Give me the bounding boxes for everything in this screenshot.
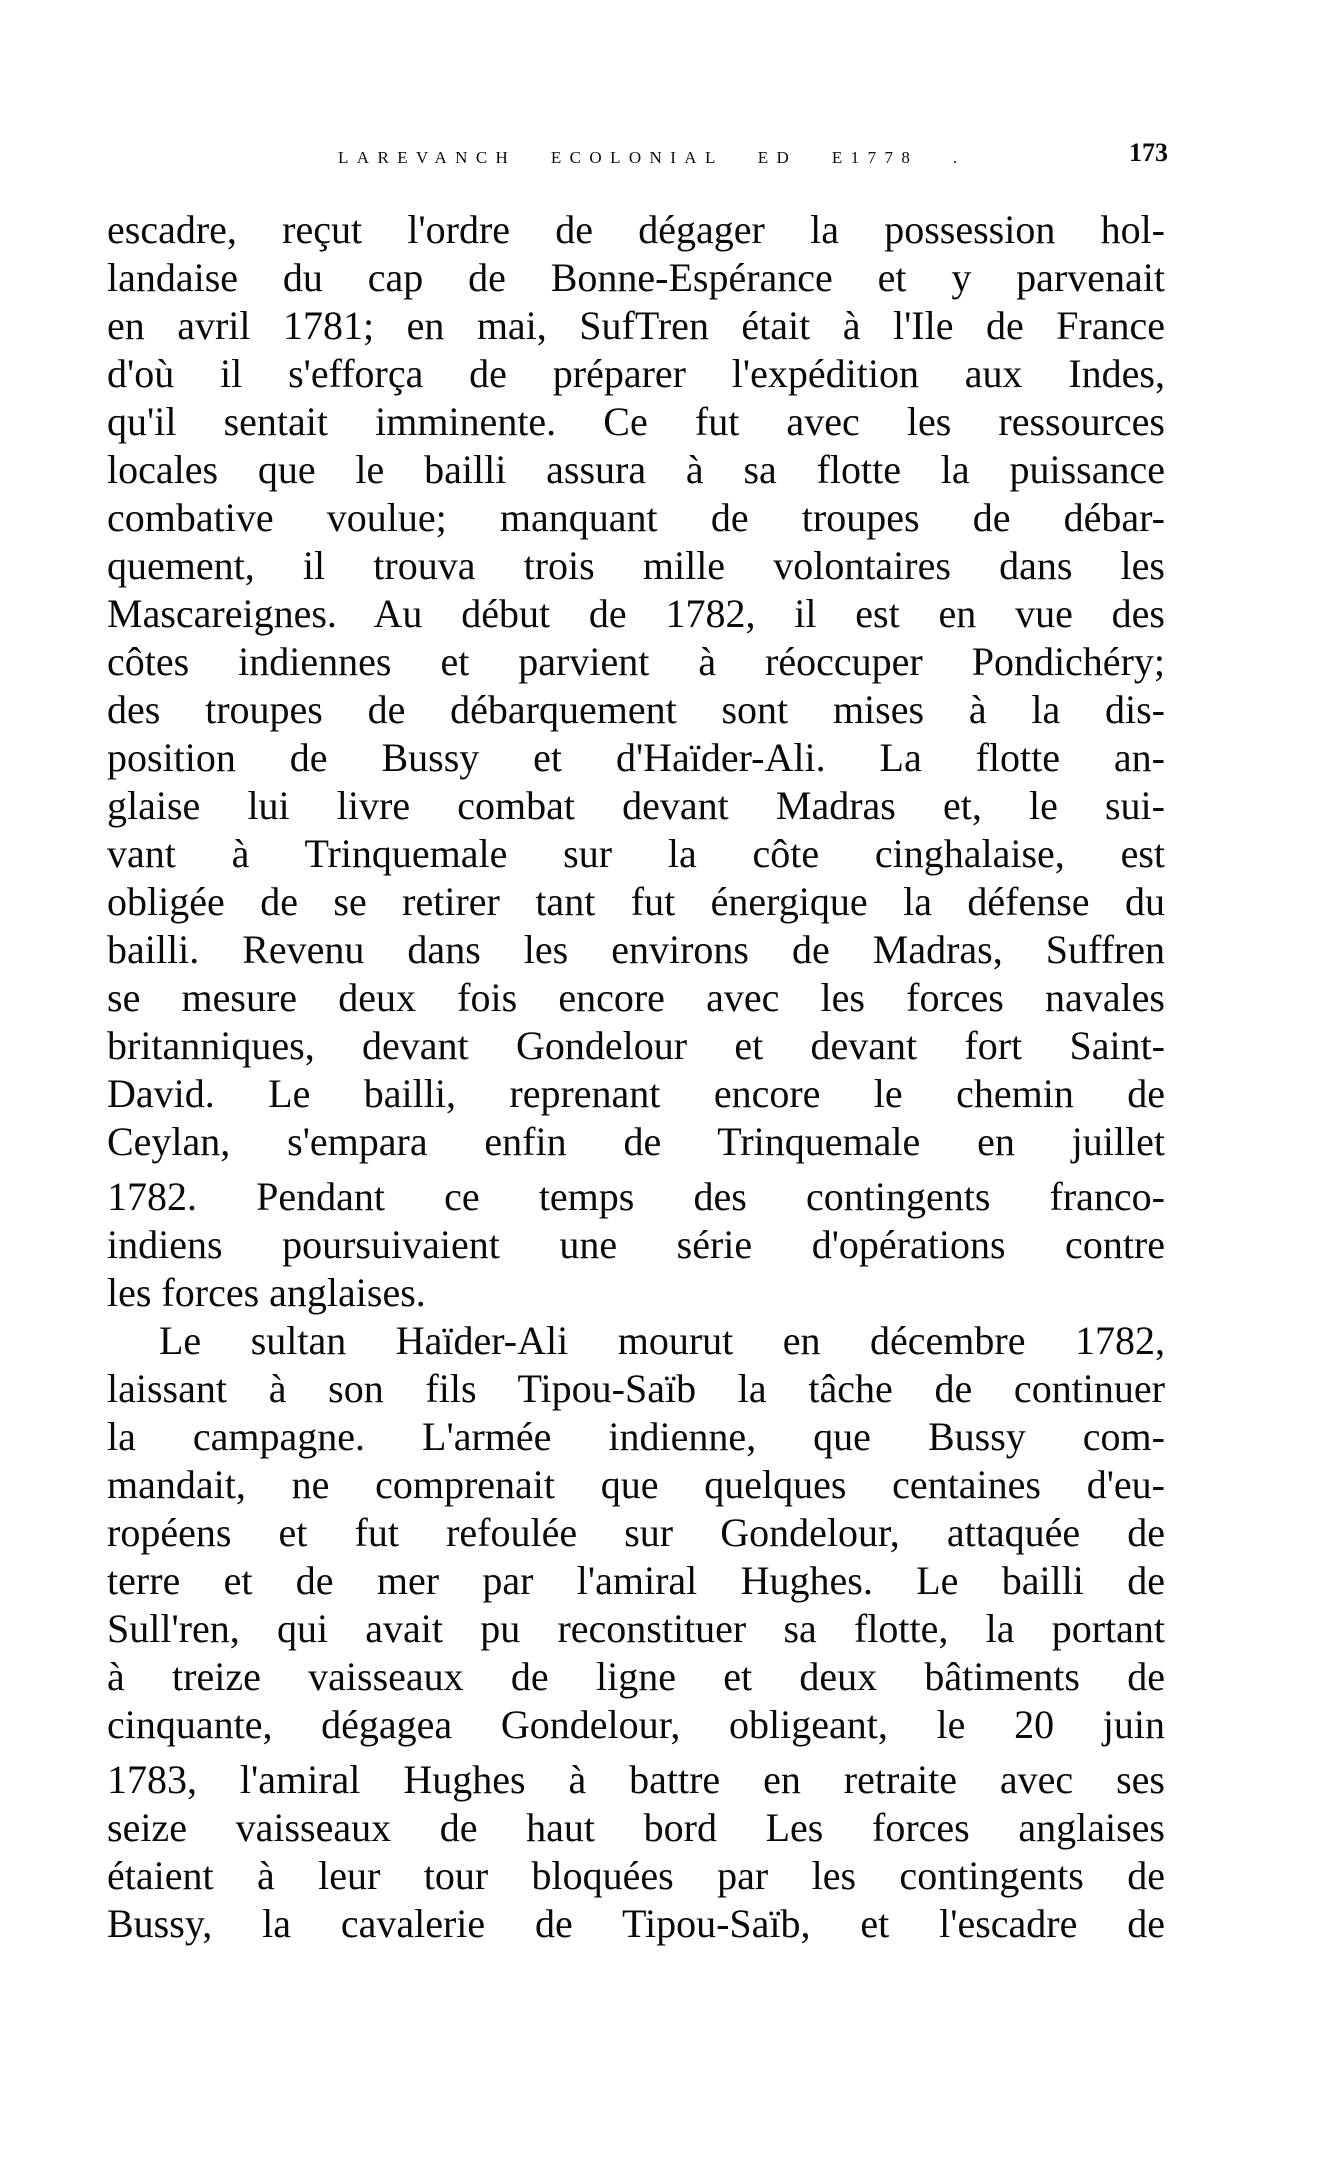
text-line: étaient à leur tour bloquées par les contingents de	[107, 1853, 1165, 1898]
page-number: 173	[1129, 138, 1168, 167]
body-text	[107, 206, 1165, 1948]
text-line: d'où il s'efforça de préparer l'expédition aux Indes,	[107, 351, 1165, 396]
text-line: obligée de se retirer tant fut énergique la défense du	[107, 879, 1165, 924]
text-line: en avril 1781; en mai, SufTren était à l'Ile de France	[107, 303, 1165, 348]
text-line: seize vaisseaux de haut bord Les forces anglaises	[107, 1805, 1165, 1850]
text-line: britanniques, devant Gondelour et devant fort Saint-	[107, 1023, 1165, 1068]
text-line: 1783, l'amiral Hughes à battre en retraite avec ses	[107, 1757, 1165, 1802]
text-line: landaise du cap de Bonne-Espérance et y parvenait	[107, 255, 1165, 300]
text-line: locales que le bailli assura à sa flotte la puissance	[107, 447, 1165, 492]
text-line: position de Bussy et d'Haïder-Ali. La flotte an-	[107, 735, 1165, 780]
text-line: côtes indiennes et parvient à réoccuper Pondichéry;	[107, 639, 1165, 684]
text-line: la campagne. L'armée indienne, que Bussy com-	[107, 1414, 1165, 1459]
text-line: terre et de mer par l'amiral Hughes. Le bailli de	[107, 1558, 1165, 1603]
text-line: glaise lui livre combat devant Madras et, le sui-	[107, 783, 1165, 828]
text-line: des troupes de débarquement sont mises à la dis-	[107, 687, 1165, 732]
text-line: Bussy, la cavalerie de Tipou-Saïb, et l'escadre de	[107, 1901, 1165, 1946]
running-header	[338, 138, 1168, 178]
text-line: quement, il trouva trois mille volontaires dans les	[107, 543, 1165, 588]
running-head-title: LAREVANCH ECOLONIAL ED E1778 .	[338, 148, 966, 167]
text-line: laissant à son fils Tipou-Saïb la tâche de continuer	[107, 1366, 1165, 1411]
text-line: Sull'ren, qui avait pu reconstituer sa flotte, la portant	[107, 1606, 1165, 1651]
paragraph-start-line: Le sultan Haïder-Ali mourut en décembre 1782,	[159, 1318, 1165, 1363]
text-line: qu'il sentait imminente. Ce fut avec les ressources	[107, 399, 1165, 444]
text-line: indiens poursuivaient une série d'opérations contre	[107, 1222, 1165, 1267]
text-line: bailli. Revenu dans les environs de Madras, Suffren	[107, 927, 1165, 972]
text-line: escadre, reçut l'ordre de dégager la possession hol-	[107, 207, 1165, 252]
text-line: mandait, ne comprenait que quelques centaines d'eu-	[107, 1462, 1165, 1507]
text-line: 1782. Pendant ce temps des contingents franco-	[107, 1174, 1165, 1219]
text-line: ropéens et fut refoulée sur Gondelour, attaquée de	[107, 1510, 1165, 1555]
text-line: combative voulue; manquant de troupes de débar-	[107, 495, 1165, 540]
paragraph-end-line: les forces anglaises.	[107, 1270, 426, 1315]
text-line: cinquante, dégagea Gondelour, obligeant, le 20 juin	[107, 1702, 1165, 1747]
text-line: se mesure deux fois encore avec les forces navales	[107, 975, 1165, 1020]
text-line: Mascareignes. Au début de 1782, il est en vue des	[107, 591, 1165, 636]
text-line: vant à Trinquemale sur la côte cinghalaise, est	[107, 831, 1165, 876]
text-line: Ceylan, s'empara enfin de Trinquemale en juillet	[107, 1119, 1165, 1164]
text-line: David. Le bailli, reprenant encore le chemin de	[107, 1071, 1165, 1116]
text-line: à treize vaisseaux de ligne et deux bâtiments de	[107, 1654, 1165, 1699]
